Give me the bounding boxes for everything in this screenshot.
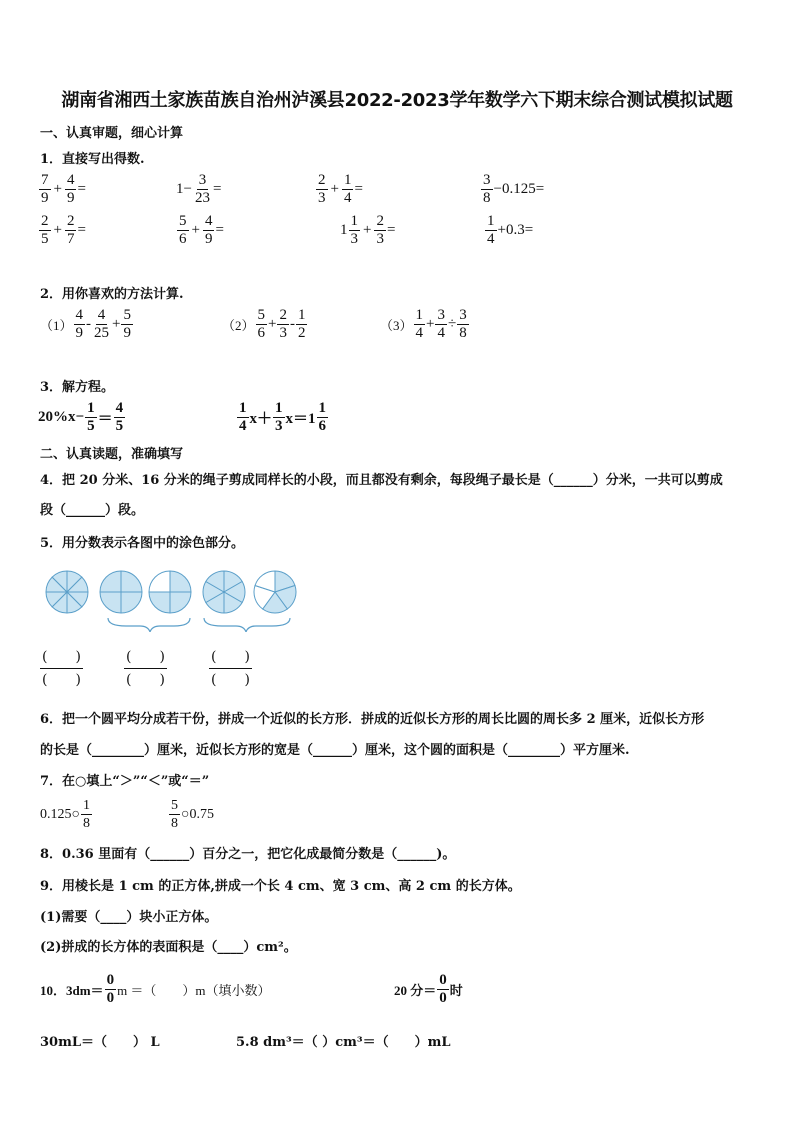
- q4-line-1: 4．把 20 分米、16 分米的绳子剪成同样长的小段，而且都没有剩余，每段绳子最长是（______）分米，一共可以剪成: [40, 473, 723, 488]
- q5-label: 5．用分数表示各图中的涂色部分。: [40, 536, 245, 551]
- q2-label: 2．用你喜欢的方法计算.: [40, 287, 184, 302]
- q10-part-d: 5.8 dm³＝（ ）cm³＝（ ）mL: [236, 1035, 451, 1050]
- circle-sixths: [203, 571, 245, 613]
- circle-quarters-b: [149, 571, 191, 613]
- q9-label: 9．用棱长是 1 cm 的正方体,拼成一个长 4 cm、宽 3 cm、高 2 cm 的长方体。: [40, 879, 521, 894]
- q3-label: 3．解方程。: [40, 380, 115, 395]
- q5-shaded-circles-figure: [40, 562, 302, 632]
- q6-line-2: 的长是（________）厘米，近似长方形的宽是（______）厘米，这个圆的面积是（________）平方厘米.: [40, 743, 630, 758]
- q10-part-b: 20 分＝ $\frac{0}{0}$ 时: [394, 972, 463, 1006]
- circle-quarters-a-sector: [121, 571, 142, 592]
- circle-quarters-b-sector: [149, 571, 170, 592]
- q2-part-1: （1） $\frac{4}{9}$ - $\frac{4}{25}$ + $\frac{5}{9}$: [40, 307, 131, 341]
- brace-1: [108, 618, 190, 632]
- q1-item-6: $\frac{5}{6}$ + $\frac{4}{9}$ =: [179, 213, 224, 247]
- q7-label: 7．在○填上“＞”“＜”或“＝”: [40, 774, 210, 789]
- circle-quarters-a: [100, 571, 142, 613]
- q3-equation-2: $\frac{1}{4}$ x＋ $\frac{1}{3}$ x＝1 $\frac{1}{6}$: [239, 400, 327, 434]
- q1-item-8: $\frac{1}{4}$ +0.3=: [487, 213, 534, 247]
- q4-line-2: 段（______）段。: [40, 503, 145, 518]
- q1-item-2: 1− $\frac{3}{23}$ =: [176, 172, 222, 206]
- circle-quarters-a-sector: [100, 571, 121, 592]
- q1-item-7: 1 $\frac{1}{3}$ + $\frac{2}{3}$ =: [340, 213, 396, 247]
- q9-sub-2: (2)拼成的长方体的表面积是（____）cm²。: [40, 940, 297, 955]
- q8-text: 8．0.36 里面有（______）百分之一，把它化成最简分数是（______)。: [40, 847, 456, 862]
- circle-quarters-a-sector: [100, 592, 121, 613]
- q5-answer-2[interactable]: ( ) ( ): [124, 646, 167, 691]
- q1-item-5: $\frac{2}{5}$ + $\frac{2}{7}$ =: [41, 213, 86, 247]
- circle-quarters-b-sector: [149, 592, 170, 613]
- circle-quarters-b-sector: [170, 571, 191, 592]
- section-1-heading: 一、认真审题，细心计算: [40, 126, 184, 141]
- q1-item-1: $\frac{7}{9}$ + $\frac{4}{9}$ =: [41, 172, 86, 206]
- page-title: 湖南省湘西土家族苗族自治州泸溪县2022-2023学年数学六下期末综合测试模拟试题: [61, 90, 733, 111]
- circle-eighths: [46, 571, 88, 613]
- circle-fifths: [254, 571, 296, 613]
- q1-item-3: $\frac{2}{3}$ + $\frac{1}{4}$ =: [318, 172, 363, 206]
- section-2-heading: 二、认真读题，准确填写: [40, 447, 184, 462]
- circle-quarters-b-sector: [170, 592, 191, 613]
- q6-line-1: 6．把一个圆平均分成若干份，拼成一个近似的长方形．拼成的近似长方形的周长比圆的周长多 2 厘米，近似长方形: [40, 712, 705, 727]
- q7-compare-2: $\frac{5}{8}$ ○0.75: [171, 798, 214, 831]
- q1-label: 1．直接写出得数.: [40, 152, 145, 167]
- q9-sub-1: (1)需要（____）块小正方体。: [40, 910, 218, 925]
- q2-part-2: （2） $\frac{5}{6}$ + $\frac{2}{3}$ - $\frac{1}{2}$: [222, 307, 306, 341]
- q2-part-3: （3） $\frac{1}{4}$ + $\frac{3}{4}$ ÷ $\frac{3}{8}$: [380, 307, 467, 341]
- q5-answer-1[interactable]: ( ) ( ): [40, 646, 83, 691]
- circle-quarters-a-sector: [121, 592, 142, 613]
- brace-2: [204, 618, 290, 632]
- q3-equation-1: 20%x− $\frac{1}{5}$ ＝ $\frac{4}{5}$: [38, 400, 124, 434]
- q1-item-4: $\frac{3}{8}$ −0.125=: [483, 172, 545, 206]
- q10-part-c: 30mL＝（ ） L: [40, 1035, 160, 1050]
- q7-compare-1: 0.125○ $\frac{1}{8}$: [40, 798, 90, 831]
- q10-part-a: 10．3dm＝ $\frac{0}{0}$ m ＝（ ）m（填小数）: [40, 972, 271, 1006]
- q5-answer-3[interactable]: ( ) ( ): [209, 646, 252, 691]
